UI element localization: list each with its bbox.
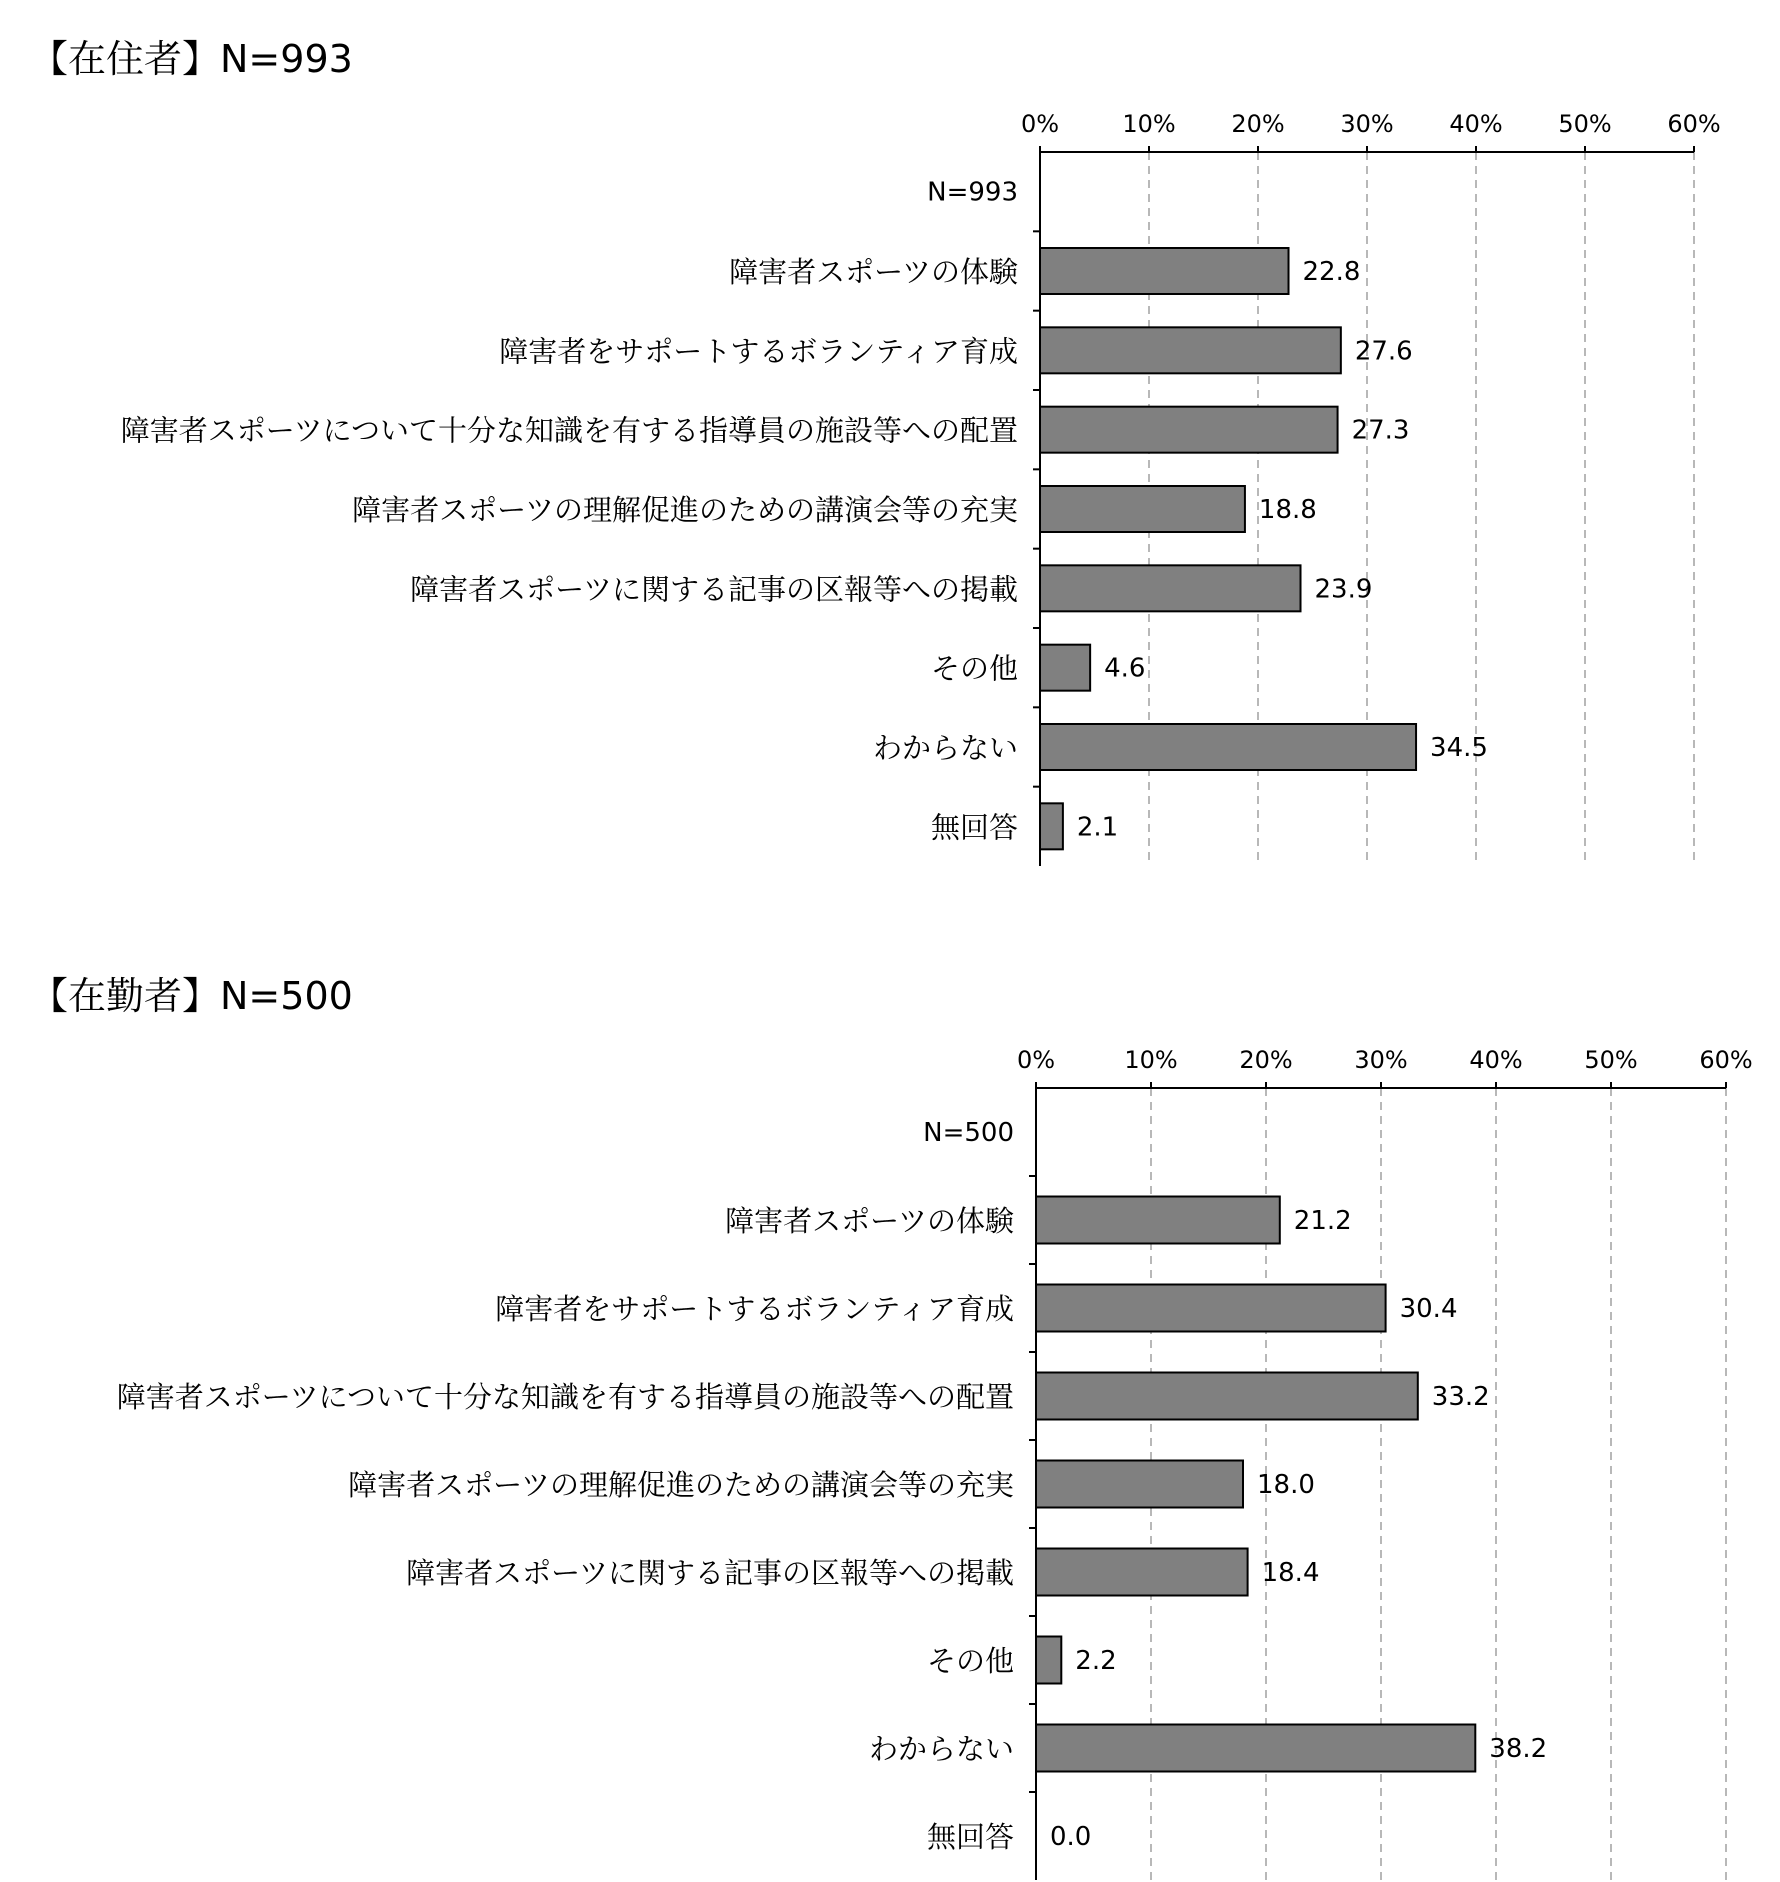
bar xyxy=(1036,1637,1061,1684)
x-tick-label: 40% xyxy=(1469,1046,1523,1074)
x-tick-label: 50% xyxy=(1558,110,1612,138)
category-label: その他 xyxy=(930,651,1018,686)
x-tick-label: 0% xyxy=(1020,110,1060,138)
data-label: 22.8 xyxy=(1302,257,1361,287)
category-label: 障害者スポーツの理解促進のための講演会等の充実 xyxy=(352,493,1018,527)
data-label: 0.0 xyxy=(1050,1822,1092,1852)
data-label: 21.2 xyxy=(1293,1206,1352,1236)
x-tick-label: 30% xyxy=(1340,110,1394,138)
category-label: 障害者をサポートするボランティア育成 xyxy=(499,334,1018,369)
bar xyxy=(1036,1461,1243,1508)
category-label: 障害者スポーツの体験 xyxy=(725,1204,1014,1238)
category-label: わからない xyxy=(872,731,1018,765)
sample-size-label: N=993 xyxy=(927,177,1018,208)
data-label: 27.6 xyxy=(1354,336,1413,367)
category-label: 無回答 xyxy=(930,810,1018,845)
bar xyxy=(1036,1197,1280,1244)
x-tick-label: 60% xyxy=(1667,110,1721,138)
category-label: 障害者スポーツの体験 xyxy=(729,255,1018,289)
data-label: 38.2 xyxy=(1489,1734,1548,1764)
category-label: その他 xyxy=(926,1644,1014,1678)
bar xyxy=(1040,565,1301,611)
bar xyxy=(1040,486,1245,532)
category-label: 障害者スポーツに関する記事の区報等への掲載 xyxy=(406,1556,1014,1590)
bar xyxy=(1036,1549,1248,1596)
category-label: 障害者スポーツの理解促進のための講演会等の充実 xyxy=(348,1468,1014,1502)
chart-panel-workers xyxy=(0,965,1780,1882)
bar xyxy=(1036,1285,1386,1332)
category-label: 障害者スポーツについて十分な知識を有する指導員の施設等への配置 xyxy=(120,413,1018,448)
data-label: 4.6 xyxy=(1104,653,1146,684)
data-label: 27.3 xyxy=(1351,415,1410,446)
data-label: 2.2 xyxy=(1075,1646,1117,1676)
chart-title: 【在勤者】N=500 xyxy=(30,974,353,1018)
data-label: 18.8 xyxy=(1258,495,1317,525)
bar xyxy=(1040,327,1341,373)
data-label: 23.9 xyxy=(1314,574,1373,605)
data-label: 18.0 xyxy=(1257,1470,1315,1500)
x-tick-label: 50% xyxy=(1584,1046,1638,1074)
x-tick-label: 30% xyxy=(1354,1046,1408,1074)
bar xyxy=(1040,248,1289,294)
data-label: 33.2 xyxy=(1431,1382,1490,1412)
x-tick-label: 10% xyxy=(1124,1046,1178,1074)
bar-chart-residents xyxy=(0,28,1780,868)
bar xyxy=(1040,407,1338,453)
chart-panel-residents xyxy=(0,28,1780,898)
bar xyxy=(1036,1725,1475,1772)
data-label: 2.1 xyxy=(1076,812,1119,843)
bar-chart-workers xyxy=(0,965,1780,1865)
data-label: 30.4 xyxy=(1399,1294,1458,1324)
category-label: 無回答 xyxy=(926,1820,1014,1854)
category-label: 障害者スポーツについて十分な知識を有する指導員の施設等への配置 xyxy=(116,1380,1014,1414)
category-label: わからない xyxy=(868,1732,1014,1766)
chart-title: 【在住者】N=993 xyxy=(30,37,353,81)
bar xyxy=(1036,1373,1418,1420)
category-label: 障害者スポーツに関する記事の区報等への掲載 xyxy=(410,572,1018,607)
x-tick-label: 20% xyxy=(1239,1046,1293,1074)
bar xyxy=(1040,724,1416,770)
sample-size-label: N=500 xyxy=(923,1118,1014,1148)
category-label: 障害者をサポートするボランティア育成 xyxy=(495,1292,1014,1326)
data-label: 18.4 xyxy=(1261,1558,1320,1588)
x-tick-label: 20% xyxy=(1231,110,1285,138)
x-tick-label: 40% xyxy=(1449,110,1503,138)
data-label: 34.5 xyxy=(1430,733,1488,763)
x-tick-label: 0% xyxy=(1016,1046,1056,1074)
x-tick-label: 10% xyxy=(1122,110,1176,138)
bar xyxy=(1040,645,1090,691)
bar xyxy=(1040,803,1063,849)
x-tick-label: 60% xyxy=(1699,1046,1753,1074)
